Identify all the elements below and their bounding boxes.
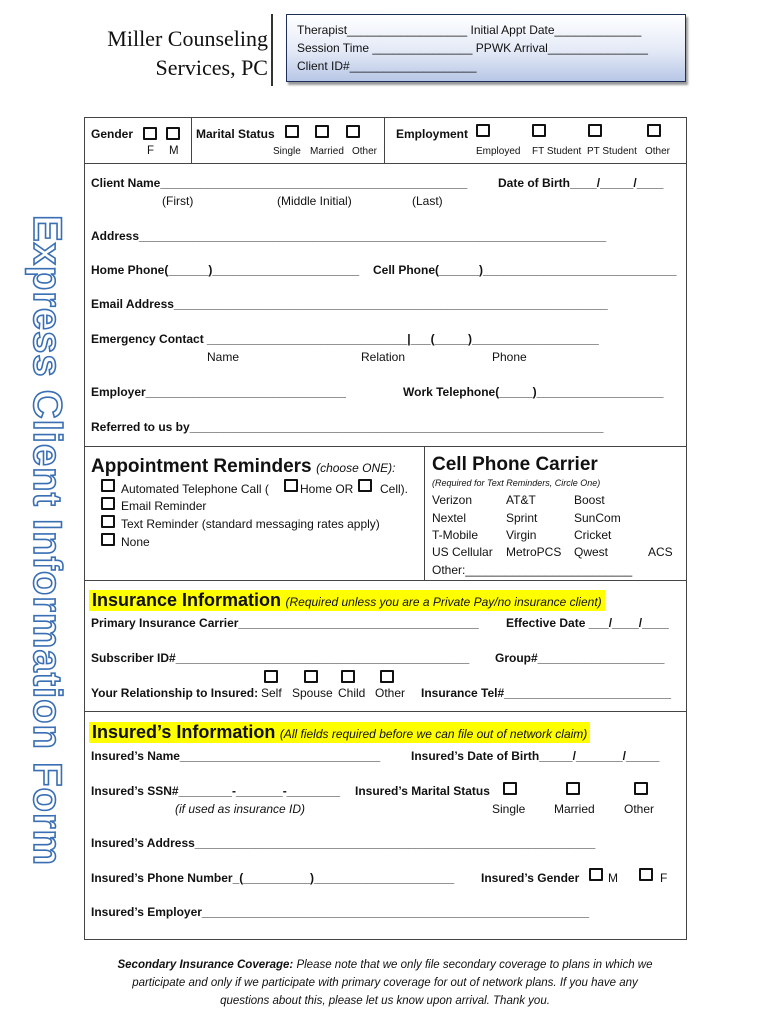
marital-other-label: Other: [352, 146, 378, 157]
reminders-heading: [91, 456, 395, 478]
insured-gender-m-label: M: [608, 871, 618, 885]
emergency-phone-caption: Phone: [492, 350, 527, 364]
insurance-tel-field[interactable]: Insurance Tel#_________________________: [421, 686, 671, 700]
insured-gender-f-label: F: [660, 871, 668, 885]
divider: [84, 163, 687, 164]
reminder-phone-call-checkbox[interactable]: [101, 479, 115, 492]
insured-heading: [89, 722, 590, 743]
carrier-option[interactable]: MetroPCS: [506, 545, 562, 559]
carrier-option[interactable]: T-Mobile: [432, 528, 479, 542]
client-name-field[interactable]: Client Name______________________________________________: [91, 176, 468, 190]
reminders-title-note: (choose ONE):: [316, 461, 396, 475]
insured-employer-field[interactable]: Insured’s Employer__________________________________________________________: [91, 905, 590, 919]
insurance-heading: [89, 590, 605, 611]
footer-line2: participate and only if we participate with primary coverage for out of network plans. If you have any: [132, 977, 638, 989]
client-id-field[interactable]: Client ID#___________________: [297, 59, 477, 73]
employment-ft-student-checkbox[interactable]: [532, 124, 546, 137]
primary-carrier-field[interactable]: Primary Insurance Carrier____________________________________: [91, 616, 479, 630]
reminder-cell-checkbox[interactable]: [358, 479, 372, 492]
therapist-field[interactable]: Therapist__________________ Initial Appt Date_____________: [297, 23, 642, 37]
insured-address-field[interactable]: Insured’s Address____________________________________________________________: [91, 836, 596, 850]
group-number-field[interactable]: Group#___________________: [495, 651, 665, 665]
marital-single-checkbox[interactable]: [285, 125, 299, 138]
relationship-child-checkbox[interactable]: [341, 670, 355, 683]
insured-marital-married-label: Married: [554, 802, 595, 816]
carrier-other-field[interactable]: Other:_________________________: [432, 563, 633, 577]
reminder-email-checkbox[interactable]: [101, 497, 115, 510]
relationship-child-label: Child: [338, 686, 366, 700]
employment-pt-student-label: PT Student: [587, 146, 637, 157]
insurance-title: Insurance Information: [92, 590, 282, 610]
marital-single-label: Single: [273, 146, 301, 157]
reminder-email-label: Email Reminder: [121, 499, 207, 513]
relationship-row: [91, 686, 258, 700]
relationship-other-checkbox[interactable]: [380, 670, 394, 683]
employment-employed-checkbox[interactable]: [476, 124, 490, 137]
footer-line3: questions about this, please let us know upon arrival. Thank you.: [220, 995, 550, 1007]
insured-dob-field[interactable]: Insured’s Date of Birth_____/_______/_____: [411, 749, 660, 763]
marital-status-label: Marital Status: [196, 127, 275, 141]
reminder-phone-call-label: Automated Telephone Call (: [121, 482, 269, 496]
carrier-option[interactable]: SunCom: [574, 511, 621, 525]
insured-ssn-field[interactable]: Insured’s SSN#________-_______-________: [91, 784, 341, 798]
insured-marital-other-checkbox[interactable]: [634, 782, 648, 795]
reminder-home-checkbox[interactable]: [284, 479, 298, 492]
marital-married-checkbox[interactable]: [315, 125, 329, 138]
company-name-line2: Services, PC: [155, 55, 268, 80]
carrier-option[interactable]: Qwest: [574, 545, 609, 559]
emergency-name-caption: Name: [207, 350, 240, 364]
footer-lead: Secondary Insurance Coverage:: [117, 959, 294, 971]
office-use-box: [286, 14, 686, 82]
gender-f-checkbox[interactable]: [143, 127, 157, 140]
insured-note: (All fields required before we can file out of network claim): [279, 727, 588, 741]
carrier-option[interactable]: Nextel: [432, 511, 467, 525]
divider: [424, 446, 425, 581]
employment-pt-student-checkbox[interactable]: [588, 124, 602, 137]
divider: [84, 711, 687, 712]
divider: [384, 117, 385, 163]
relationship-self-label: Self: [261, 686, 282, 700]
reminder-text-label: Text Reminder (standard messaging rates apply): [121, 517, 380, 531]
marital-married-label: Married: [310, 146, 344, 157]
reminders-title: Appointment Reminders: [91, 456, 312, 477]
divider: [84, 580, 687, 581]
carrier-note: (Required for Text Reminders, Circle One): [432, 478, 601, 488]
insured-title: Insured’s Information: [92, 722, 276, 742]
relationship-spouse-label: Spouse: [292, 686, 333, 700]
carrier-option[interactable]: AT&T: [506, 493, 536, 507]
gender-f-label: F: [147, 145, 155, 157]
company-name: [90, 24, 268, 82]
insured-marital-other-label: Other: [624, 802, 655, 816]
gender-m-label: M: [169, 145, 179, 157]
carrier-option[interactable]: Boost: [574, 493, 605, 507]
header-divider: [271, 14, 273, 86]
reminder-none-label: None: [121, 535, 150, 549]
relationship-self-checkbox[interactable]: [264, 670, 278, 683]
employment-employed-label: Employed: [476, 146, 521, 157]
gender-label: Gender: [91, 127, 134, 141]
insured-marital-label: Insured’s Marital Status: [355, 784, 490, 798]
date-of-birth-field[interactable]: Date of Birth____/_____/____: [498, 176, 664, 190]
subscriber-id-field[interactable]: Subscriber ID#____________________________________________: [91, 651, 470, 665]
insured-marital-married-checkbox[interactable]: [566, 782, 580, 795]
work-telephone-field[interactable]: Work Telephone(_____)___________________: [403, 385, 664, 399]
name-middle-caption: (Middle Initial): [277, 194, 352, 208]
carrier-option[interactable]: Virgin: [506, 528, 537, 542]
reminder-home-label: Home OR: [300, 482, 354, 496]
secondary-insurance-note: [0, 956, 770, 1010]
cell-phone-field[interactable]: Cell Phone(______)_____________________________: [373, 263, 677, 277]
divider: [191, 117, 192, 163]
insured-marital-single-checkbox[interactable]: [503, 782, 517, 795]
relationship-other-label: Other: [375, 686, 406, 700]
divider: [84, 446, 687, 447]
gender-m-checkbox[interactable]: [166, 127, 180, 140]
insured-gender-label: Insured’s Gender: [481, 871, 580, 885]
insured-gender-m-checkbox[interactable]: [589, 868, 603, 881]
insured-marital-single-label: Single: [492, 802, 526, 816]
carrier-title: Cell Phone Carrier: [432, 454, 598, 475]
name-last-caption: (Last): [412, 194, 443, 208]
insured-ssn-note: [175, 802, 305, 816]
employment-other-label: Other: [645, 146, 671, 157]
effective-date-field[interactable]: Effective Date ___/____/____: [506, 616, 669, 630]
carrier-option[interactable]: ACS: [648, 545, 673, 559]
home-phone-field[interactable]: Home Phone(______)______________________: [91, 263, 360, 277]
marital-other-checkbox[interactable]: [346, 125, 360, 138]
footer-line1: [0, 956, 770, 974]
relationship-label: Your Relationship to Insured:: [91, 686, 259, 700]
address-field[interactable]: Address______________________________________________________________________: [91, 229, 607, 243]
employment-other-checkbox[interactable]: [647, 124, 661, 137]
footer-line1-text: Please note that we only file secondary coverage to plans in which we: [293, 959, 653, 971]
carrier-option[interactable]: US Cellular: [432, 545, 493, 559]
referred-by-field[interactable]: Referred to us by______________________________________________________________: [91, 420, 604, 434]
form-title-vertical: Express Client Information Form: [25, 215, 69, 867]
insured-name-field[interactable]: Insured’s Name______________________________: [91, 749, 381, 763]
carrier-option[interactable]: Sprint: [506, 511, 538, 525]
employment-label: Employment: [396, 127, 469, 141]
emergency-relation-caption: Relation: [361, 350, 406, 364]
relationship-spouse-checkbox[interactable]: [304, 670, 318, 683]
insured-ssn-note-text: (if used as insurance ID): [175, 802, 306, 816]
employment-ft-student-label: FT Student: [532, 146, 582, 157]
insurance-note: (Required unless you are a Private Pay/no insurance client): [285, 595, 602, 609]
session-time-field[interactable]: Session Time _______________ PPWK Arrival_______________: [297, 41, 648, 55]
reminder-cell-label: Cell).: [380, 482, 409, 496]
company-name-line1: Miller Counseling: [107, 26, 268, 51]
insured-phone-field[interactable]: Insured’s Phone Number_(__________)_____________________: [91, 871, 455, 885]
emergency-contact-field[interactable]: Emergency Contact ______________________________|___(_____)___________________: [91, 332, 599, 346]
reminder-none-checkbox[interactable]: [101, 533, 115, 546]
email-field[interactable]: Email Address_________________________________________________________________: [91, 297, 608, 311]
employer-field[interactable]: Employer______________________________: [91, 385, 346, 399]
name-first-caption: (First): [162, 194, 194, 208]
carrier-option[interactable]: Cricket: [574, 528, 612, 542]
insured-gender-f-checkbox[interactable]: [639, 868, 653, 881]
carrier-option[interactable]: Verizon: [432, 493, 473, 507]
reminder-text-checkbox[interactable]: [101, 515, 115, 528]
